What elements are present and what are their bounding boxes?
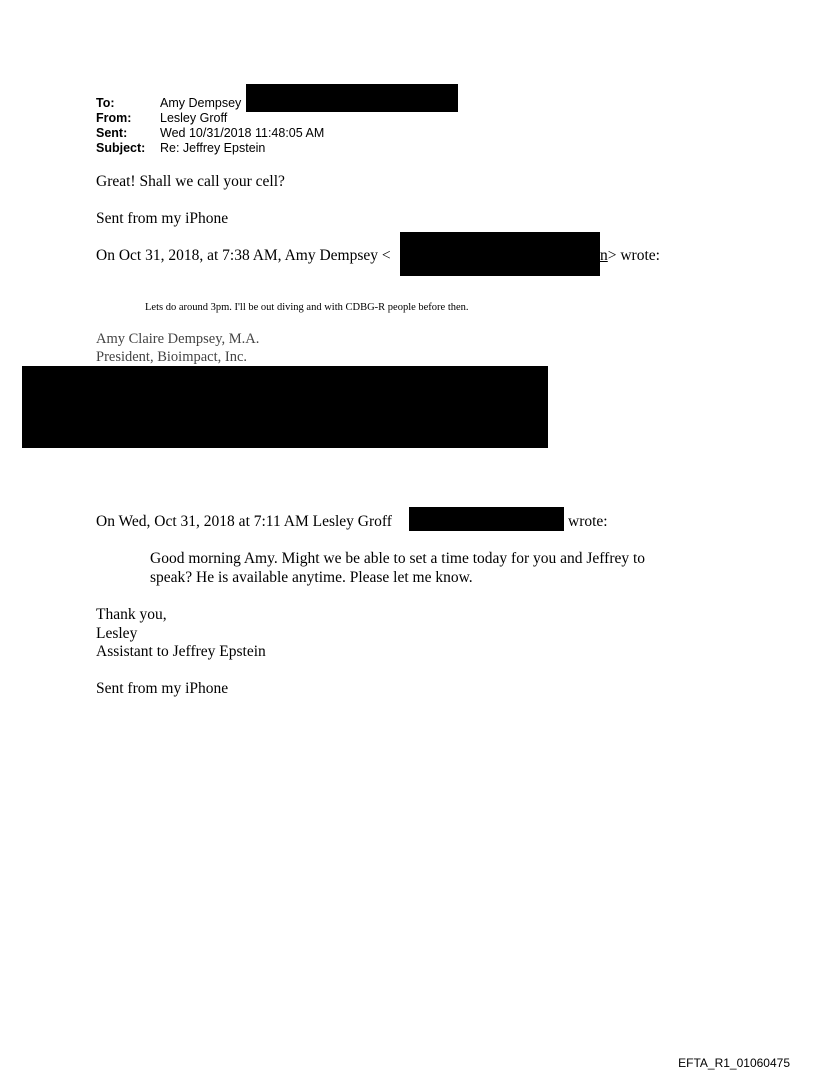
from-label: From: [96, 111, 132, 125]
sent-value: Wed 10/31/2018 11:48:05 AM [160, 126, 325, 140]
closing-name: Lesley [96, 625, 138, 642]
to-value: Amy Dempsey [160, 96, 242, 110]
original-message-line-2: speak? He is available anytime. Please let me know. [150, 569, 473, 586]
from-value: Lesley Groff [160, 111, 228, 125]
redaction-to-email [246, 84, 458, 112]
closing-thanks: Thank you, [96, 606, 167, 623]
original-message-line-1: Good morning Amy. Might we be able to set a time today for you and Jeffrey to [150, 550, 646, 567]
reply-text: Lets do around 3pm. I'll be out diving and with CDBG-R people before then. [145, 302, 469, 313]
email-tail-letter: n [600, 247, 608, 264]
redaction-amy-email [400, 232, 600, 276]
sent-from-iphone-2: Sent from my iPhone [96, 680, 229, 697]
redaction-signature-block [22, 366, 548, 448]
subject-value: Re: Jeffrey Epstein [160, 141, 266, 155]
sent-label: Sent: [96, 126, 128, 140]
signature-name: Amy Claire Dempsey, M.A. [96, 331, 260, 347]
document-id: EFTA_R1_01060475 [678, 1056, 790, 1070]
message-line: Great! Shall we call your cell? [96, 173, 285, 190]
redaction-lesley-email [409, 507, 564, 531]
quote-header-2-suffix: wrote: [568, 513, 608, 530]
quote-header-2: On Wed, Oct 31, 2018 at 7:11 AM Lesley Groff [96, 513, 392, 530]
sent-from-iphone: Sent from my iPhone [96, 210, 229, 227]
quote-header-1 [96, 247, 391, 265]
quote-header-1-end [600, 247, 660, 265]
closing-role: Assistant to Jeffrey Epstein [96, 643, 266, 660]
to-label: To: [96, 96, 115, 110]
subject-label: Subject: [96, 141, 146, 155]
quote-header-1-prefix: On Oct 31, 2018, at 7:38 AM, Amy Dempsey < [96, 247, 391, 264]
quote-header-1-suffix: > wrote: [607, 247, 660, 264]
signature-title: President, Bioimpact, Inc. [96, 349, 248, 365]
